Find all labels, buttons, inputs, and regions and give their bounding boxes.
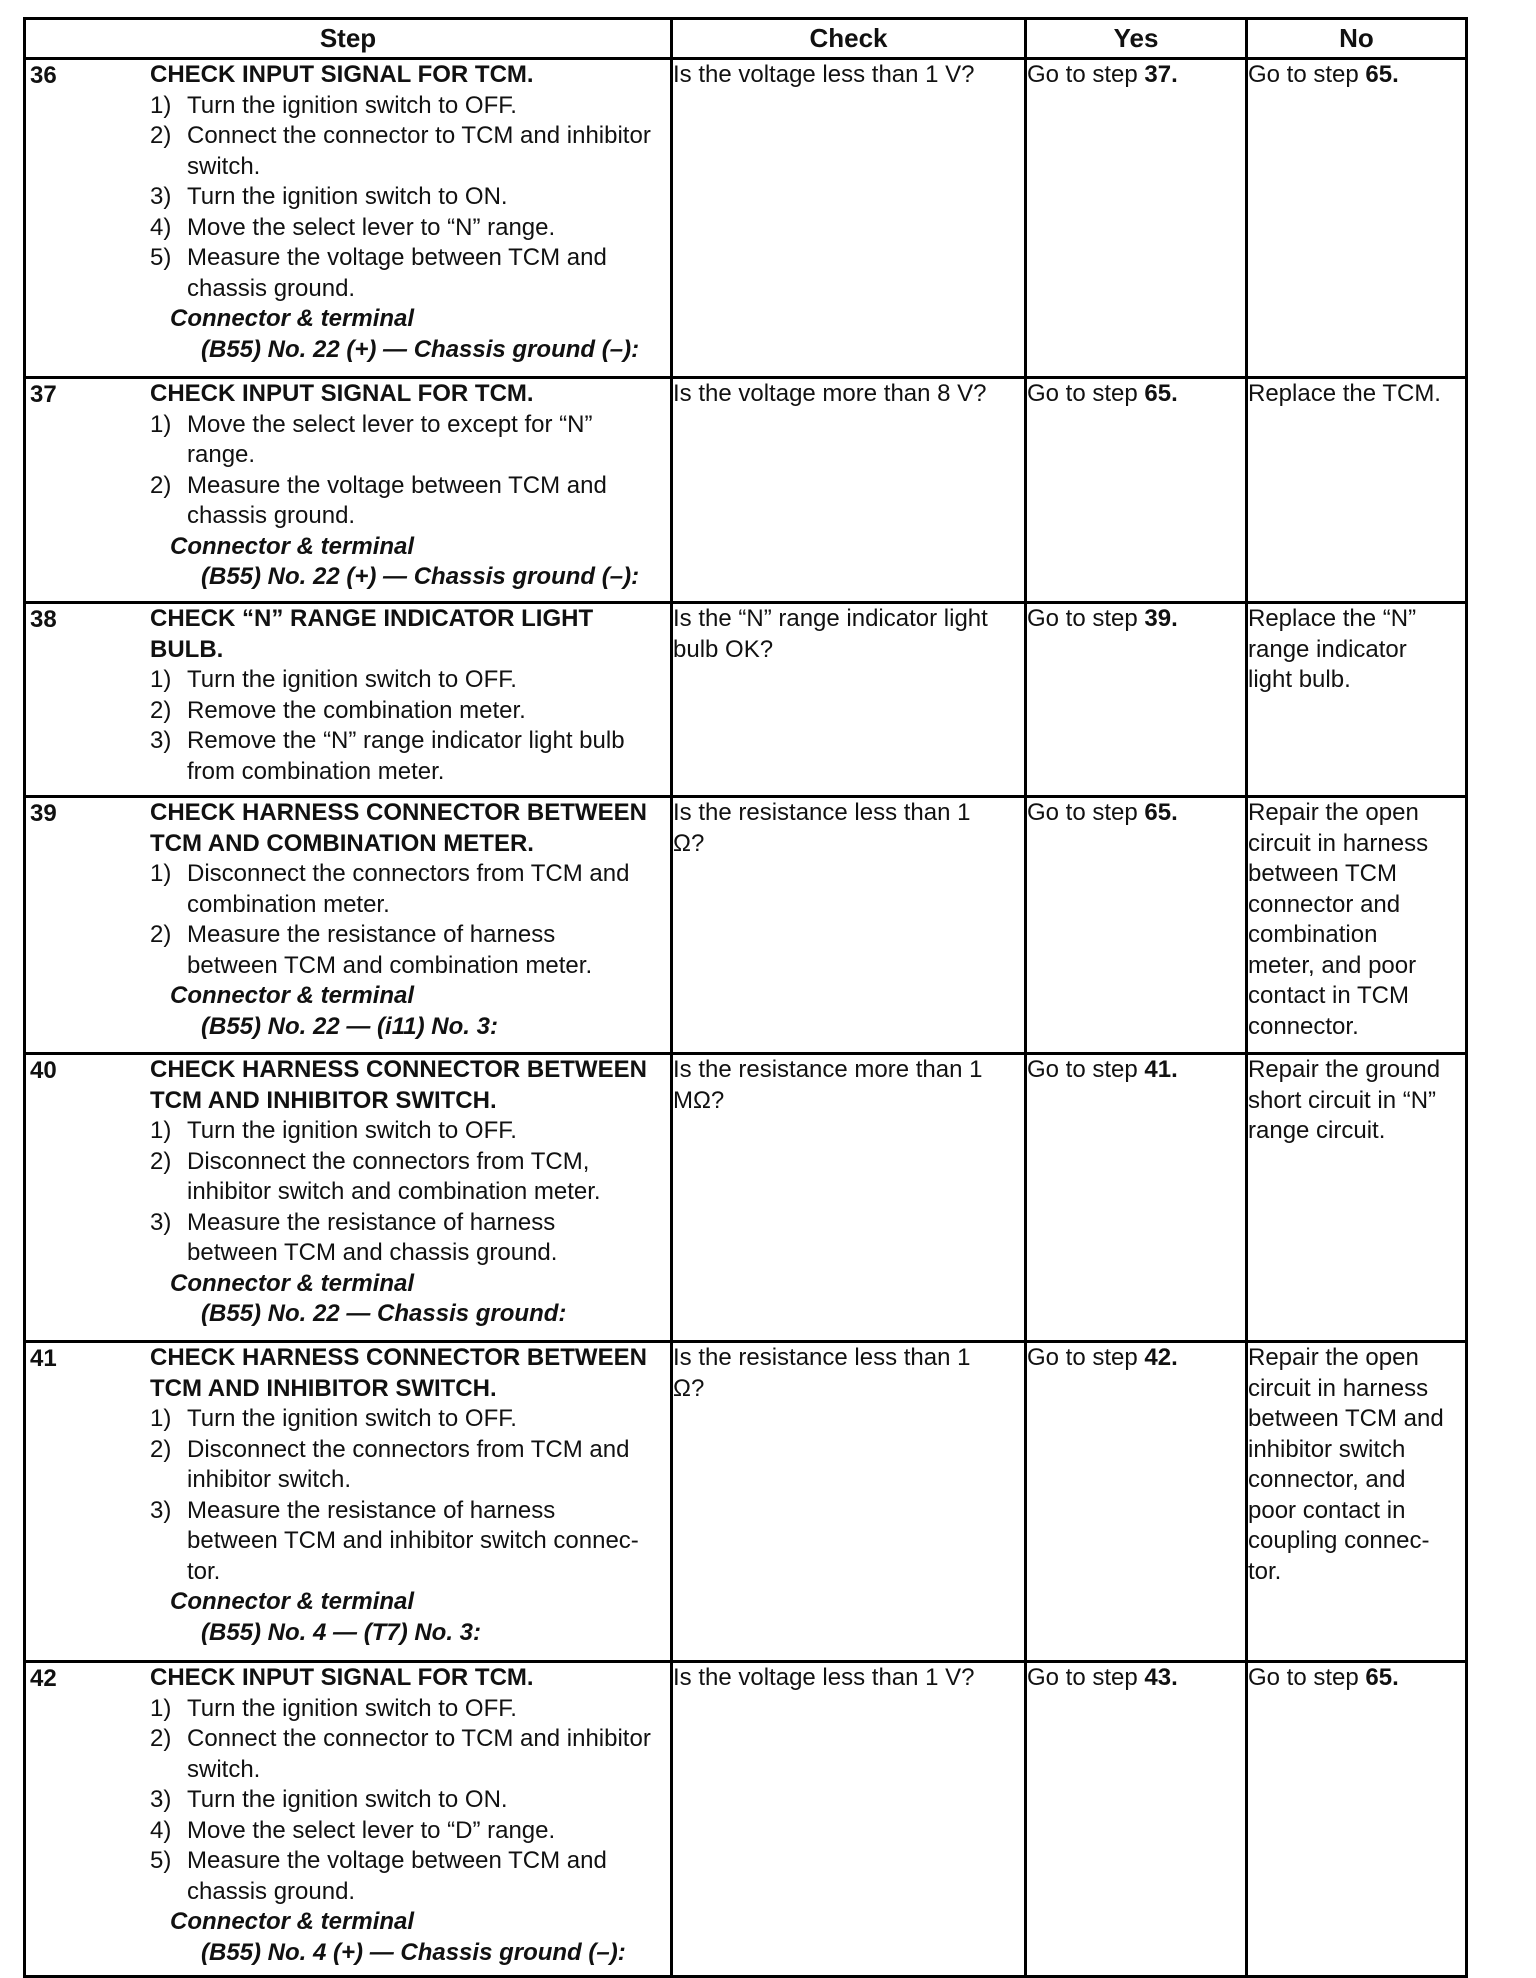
substep-text-line: Connect the connector to TCM and inhibitor	[187, 1725, 651, 1752]
table-row	[25, 59, 1467, 378]
no-step-reference: 65.	[1365, 61, 1399, 88]
substep-item	[150, 1724, 664, 1785]
substep-text-line: combination meter.	[187, 890, 390, 918]
yes-cell	[1026, 603, 1247, 797]
step-number: 37	[30, 381, 57, 408]
substep-item	[150, 182, 664, 213]
substep-number: 1)	[150, 860, 172, 887]
no-text-line: light bulb.	[1248, 666, 1351, 693]
table-row	[25, 1342, 1467, 1662]
step-title: CHECK “N” RANGE INDICATOR LIGHT BULB.	[150, 605, 594, 663]
check-cell	[672, 1662, 1026, 1977]
step-number: 41	[30, 1345, 57, 1372]
substep-list	[150, 1694, 664, 1908]
no-text-line: Repair the ground	[1248, 1056, 1441, 1083]
no-text-line: connector.	[1248, 1012, 1359, 1040]
connector-terminal-label: Connector & terminal	[170, 1588, 415, 1615]
step-title: CHECK HARNESS CONNECTOR BETWEEN TCM AND COMBINATION METER.	[150, 799, 647, 857]
table-header-row	[25, 19, 1467, 59]
check-cell	[672, 1054, 1026, 1342]
step-number: 42	[30, 1665, 57, 1692]
yes-cell	[1026, 1054, 1247, 1342]
substep-text-line: Turn the ignition switch to ON.	[187, 183, 508, 210]
connector-terminal-label: Connector & terminal	[170, 532, 415, 560]
check-text-line: Ω?	[673, 829, 705, 857]
substep-text-line: tor.	[187, 1557, 221, 1585]
substep-number: 5)	[150, 244, 172, 271]
check-text-line: Is the resistance less than 1	[673, 1344, 971, 1371]
substep-list	[150, 859, 664, 981]
substep-text-line: Measure the resistance of harness	[187, 921, 556, 948]
no-text-line: between TCM	[1248, 860, 1397, 887]
no-cell	[1247, 59, 1467, 378]
yes-prefix: Go to step	[1027, 1664, 1145, 1691]
step-cell	[25, 603, 672, 797]
no-prefix: Go to step	[1248, 61, 1366, 88]
yes-action	[1027, 1663, 1245, 1694]
no-text-line: connector and	[1248, 890, 1401, 918]
substep-text-line: Turn the ignition switch to ON.	[187, 1786, 508, 1813]
step-number: 38	[30, 606, 57, 633]
substep-number: 3)	[150, 1496, 172, 1524]
table-row	[25, 378, 1467, 603]
substep-text-line: switch.	[187, 1755, 261, 1783]
substep-item	[150, 121, 664, 182]
terminal-spec: (B55) No. 22 (+) — Chassis ground (–):	[201, 335, 640, 363]
substep-text-line: chassis ground.	[187, 1877, 356, 1905]
substep-number: 4)	[150, 1816, 172, 1844]
no-text-line: Replace the TCM.	[1248, 380, 1441, 407]
header-no: No	[1247, 19, 1467, 59]
no-text-line: combination	[1248, 921, 1378, 948]
substep-item	[150, 1116, 664, 1147]
substep-number: 2)	[150, 696, 172, 724]
substep-number: 3)	[150, 1208, 172, 1236]
substep-item	[150, 1816, 664, 1847]
no-text-line: contact in TCM	[1248, 982, 1409, 1009]
substep-text-line: range.	[187, 441, 256, 468]
substep-number: 2)	[150, 1147, 172, 1175]
substep-text-line: Measure the voltage between TCM and	[187, 1847, 607, 1874]
substep-text-line: Remove the combination meter.	[187, 696, 526, 724]
no-text-line: circuit in harness	[1248, 1374, 1429, 1402]
substep-item	[150, 243, 664, 304]
connector-terminal-label: Connector & terminal	[170, 305, 415, 332]
connector-terminal-label: Connector & terminal	[170, 982, 415, 1009]
substep-text-line: Measure the resistance of harness	[187, 1208, 556, 1236]
step-title: CHECK INPUT SIGNAL FOR TCM.	[150, 61, 534, 88]
substep-text-line: Turn the ignition switch to OFF.	[187, 666, 517, 693]
header-step: Step	[25, 19, 672, 59]
substep-text-line: Measure the voltage between TCM and	[187, 244, 607, 271]
yes-step-reference: 43.	[1144, 1664, 1178, 1691]
check-cell	[672, 603, 1026, 797]
no-text-line: inhibitor switch	[1248, 1435, 1406, 1463]
substep-item	[150, 1147, 664, 1208]
substep-number: 2)	[150, 921, 172, 948]
yes-prefix: Go to step	[1027, 1056, 1145, 1083]
terminal-spec: (B55) No. 22 — (i11) No. 3:	[201, 1012, 498, 1040]
connector-terminal-label: Connector & terminal	[170, 1908, 415, 1935]
substep-item	[150, 1694, 664, 1725]
table-row	[25, 1662, 1467, 1977]
check-text-line: Is the voltage less than 1 V?	[673, 1664, 975, 1691]
no-text-line: between TCM and	[1248, 1405, 1444, 1432]
substep-number: 2)	[150, 1725, 172, 1752]
substep-text-line: Turn the ignition switch to OFF.	[187, 91, 517, 119]
connector-terminal-label: Connector & terminal	[170, 1269, 415, 1297]
substep-number: 1)	[150, 1117, 172, 1144]
check-cell	[672, 378, 1026, 603]
terminal-spec: (B55) No. 22 (+) — Chassis ground (–):	[201, 563, 640, 590]
yes-action	[1027, 60, 1245, 91]
header-check: Check	[672, 19, 1026, 59]
step-body	[150, 60, 670, 369]
substep-text-line: Measure the resistance of harness	[187, 1496, 556, 1524]
no-action	[1248, 60, 1465, 91]
substep-number: 2)	[150, 1435, 172, 1463]
no-prefix: Go to step	[1248, 1664, 1366, 1691]
substep-item	[150, 1846, 664, 1907]
yes-cell	[1026, 378, 1247, 603]
no-action	[1248, 1663, 1465, 1694]
step-number: 36	[30, 62, 57, 89]
check-cell	[672, 797, 1026, 1054]
substep-text-line: Disconnect the connectors from TCM and	[187, 1435, 630, 1463]
substep-list	[150, 1116, 664, 1269]
terminal-spec: (B55) No. 4 — (T7) No. 3:	[201, 1618, 482, 1646]
check-text-line: Ω?	[673, 1374, 705, 1402]
yes-cell	[1026, 59, 1247, 378]
substep-item	[150, 696, 664, 727]
substep-number: 3)	[150, 1786, 172, 1813]
substep-item	[150, 213, 664, 244]
substep-text-line: between TCM and combination meter.	[187, 951, 593, 979]
substep-item	[150, 1435, 664, 1496]
header-yes: Yes	[1026, 19, 1247, 59]
step-number: 39	[30, 800, 57, 827]
substep-text-line: inhibitor switch and combination meter.	[187, 1178, 601, 1205]
check-text-line: Is the “N” range indicator light	[673, 605, 988, 632]
yes-cell	[1026, 1662, 1247, 1977]
no-step-reference: 65.	[1365, 1664, 1399, 1691]
check-text-line: Is the voltage less than 1 V?	[673, 61, 975, 88]
substep-text-line: Measure the voltage between TCM and	[187, 471, 607, 499]
substep-number: 2)	[150, 471, 172, 499]
substep-number: 2)	[150, 122, 172, 149]
no-text-line: range circuit.	[1248, 1117, 1386, 1144]
no-text-line: Replace the “N”	[1248, 605, 1417, 632]
step-body	[150, 798, 670, 1046]
yes-cell	[1026, 797, 1247, 1054]
yes-step-reference: 65.	[1144, 380, 1178, 407]
substep-number: 1)	[150, 1694, 172, 1722]
step-body	[150, 1663, 670, 1972]
step-title: CHECK INPUT SIGNAL FOR TCM.	[150, 380, 534, 407]
yes-step-reference: 42.	[1144, 1344, 1178, 1371]
no-text-line: short circuit in “N”	[1248, 1086, 1437, 1114]
step-body	[150, 379, 670, 597]
terminal-spec: (B55) No. 22 — Chassis ground:	[201, 1300, 567, 1327]
no-cell	[1247, 1054, 1467, 1342]
substep-text-line: Disconnect the connectors from TCM and	[187, 860, 630, 887]
no-text-line: Repair the open	[1248, 1344, 1419, 1371]
table-row	[25, 1054, 1467, 1342]
no-text-line: meter, and poor	[1248, 951, 1417, 979]
no-cell	[1247, 1342, 1467, 1662]
substep-item	[150, 1404, 664, 1435]
yes-action	[1027, 798, 1245, 829]
yes-step-reference: 65.	[1144, 799, 1178, 826]
check-text-line: Is the resistance more than 1	[673, 1056, 983, 1083]
no-text-line: Repair the open	[1248, 799, 1419, 826]
no-text-line: tor.	[1248, 1557, 1282, 1585]
substep-number: 3)	[150, 727, 172, 754]
substep-item	[150, 726, 664, 787]
no-text-line: circuit in harness	[1248, 829, 1429, 857]
step-cell	[25, 378, 672, 603]
yes-action	[1027, 1055, 1245, 1086]
no-text-line: connector, and	[1248, 1466, 1406, 1493]
yes-cell	[1026, 1342, 1247, 1662]
step-body	[150, 1055, 670, 1334]
no-text-line: poor contact in	[1248, 1496, 1406, 1524]
check-text-line: bulb OK?	[673, 635, 774, 663]
yes-prefix: Go to step	[1027, 799, 1145, 826]
substep-text-line: chassis ground.	[187, 502, 356, 529]
table-row	[25, 797, 1467, 1054]
substep-list	[150, 410, 664, 532]
substep-number: 4)	[150, 213, 172, 241]
substep-text-line: Turn the ignition switch to OFF.	[187, 1694, 517, 1722]
step-body	[150, 604, 670, 787]
substep-text-line: Move the select lever to “D” range.	[187, 1816, 556, 1844]
step-title: CHECK HARNESS CONNECTOR BETWEEN TCM AND INHIBITOR SWITCH.	[150, 1344, 647, 1402]
substep-number: 1)	[150, 91, 172, 119]
substep-text-line: between TCM and chassis ground.	[187, 1239, 558, 1266]
yes-step-reference: 37.	[1144, 61, 1178, 88]
yes-step-reference: 41.	[1144, 1056, 1178, 1083]
substep-text-line: switch.	[187, 152, 261, 180]
step-cell	[25, 1342, 672, 1662]
substep-text-line: Move the select lever to except for “N”	[187, 410, 593, 438]
diagnostic-steps-table	[23, 17, 1468, 1978]
substep-number: 1)	[150, 666, 172, 693]
step-cell	[25, 59, 672, 378]
check-cell	[672, 1342, 1026, 1662]
no-cell	[1247, 603, 1467, 797]
substep-item	[150, 1785, 664, 1816]
step-cell	[25, 797, 672, 1054]
substep-text-line: Turn the ignition switch to OFF.	[187, 1405, 517, 1432]
substep-text-line: chassis ground.	[187, 274, 356, 302]
no-text-line: coupling connec-	[1248, 1527, 1430, 1554]
yes-prefix: Go to step	[1027, 1344, 1145, 1371]
step-cell	[25, 1054, 672, 1342]
substep-text-line: from combination meter.	[187, 757, 445, 785]
substep-list	[150, 665, 664, 787]
substep-item	[150, 665, 664, 696]
substep-item	[150, 1496, 664, 1588]
check-cell	[672, 59, 1026, 378]
substep-number: 5)	[150, 1847, 172, 1874]
yes-action	[1027, 379, 1245, 410]
no-text-line: range indicator	[1248, 635, 1407, 663]
yes-action	[1027, 604, 1245, 635]
substep-list	[150, 1404, 664, 1587]
substep-item	[150, 471, 664, 532]
substep-item	[150, 91, 664, 122]
no-cell	[1247, 797, 1467, 1054]
step-title: CHECK INPUT SIGNAL FOR TCM.	[150, 1664, 534, 1691]
step-number: 40	[30, 1057, 57, 1084]
diagnostic-procedure-document	[23, 17, 1465, 1978]
no-cell	[1247, 378, 1467, 603]
substep-item	[150, 920, 664, 981]
check-text-line: Is the voltage more than 8 V?	[673, 380, 987, 407]
substep-item	[150, 1208, 664, 1269]
step-title: CHECK HARNESS CONNECTOR BETWEEN TCM AND INHIBITOR SWITCH.	[150, 1056, 647, 1114]
substep-number: 3)	[150, 183, 172, 210]
yes-step-reference: 39.	[1144, 605, 1178, 632]
check-text-line: Is the resistance less than 1	[673, 799, 971, 826]
substep-text-line: between TCM and inhibitor switch connec-	[187, 1527, 639, 1554]
table-row	[25, 603, 1467, 797]
substep-number: 1)	[150, 1405, 172, 1432]
yes-prefix: Go to step	[1027, 380, 1145, 407]
substep-text-line: Turn the ignition switch to OFF.	[187, 1117, 517, 1144]
yes-action	[1027, 1343, 1245, 1374]
check-text-line: MΩ?	[673, 1086, 725, 1114]
substep-item	[150, 859, 664, 920]
yes-prefix: Go to step	[1027, 605, 1145, 632]
table-body	[25, 59, 1467, 1977]
step-cell	[25, 1662, 672, 1977]
yes-prefix: Go to step	[1027, 61, 1145, 88]
terminal-spec: (B55) No. 4 (+) — Chassis ground (–):	[201, 1938, 626, 1966]
no-cell	[1247, 1662, 1467, 1977]
substep-text-line: Move the select lever to “N” range.	[187, 213, 556, 241]
substep-text-line: Remove the “N” range indicator light bulb	[187, 727, 625, 754]
substep-item	[150, 410, 664, 471]
substep-text-line: Disconnect the connectors from TCM,	[187, 1147, 590, 1175]
step-body	[150, 1343, 670, 1652]
substep-text-line: inhibitor switch.	[187, 1466, 352, 1493]
substep-list	[150, 91, 664, 305]
substep-number: 1)	[150, 410, 172, 438]
substep-text-line: Connect the connector to TCM and inhibitor	[187, 122, 651, 149]
